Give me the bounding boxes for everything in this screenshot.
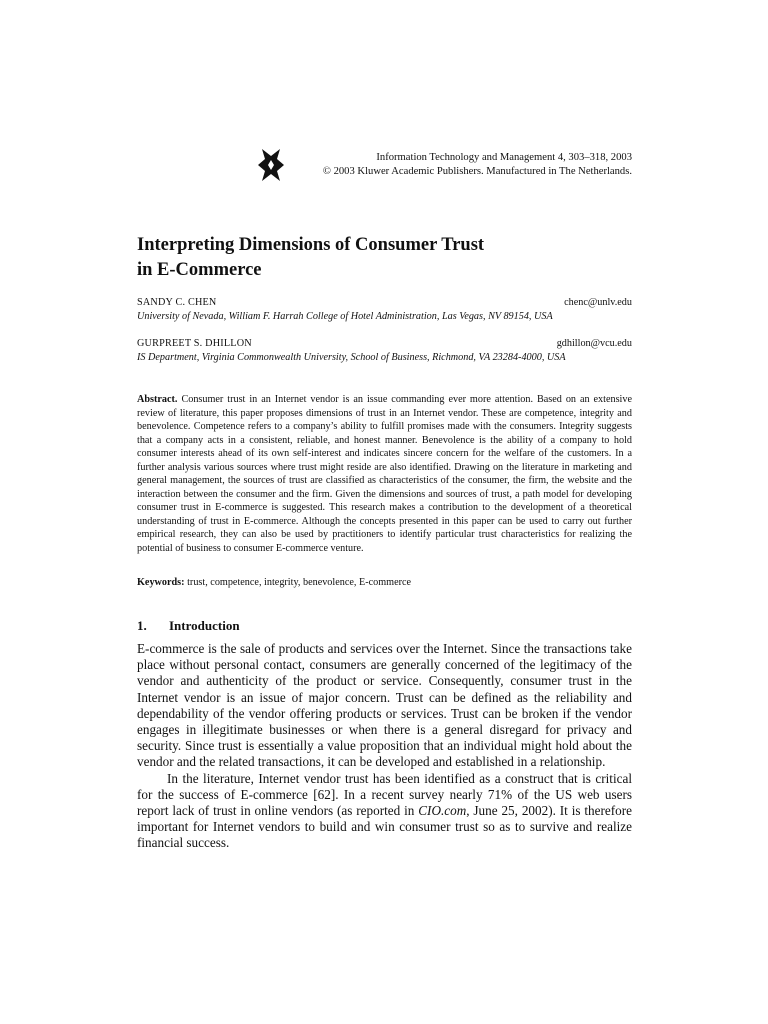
paper-title bbox=[137, 233, 557, 283]
author-email: chenc@unlv.edu bbox=[564, 297, 632, 308]
source-citation: CIO.com bbox=[418, 803, 467, 819]
keywords-label: Keywords: bbox=[137, 577, 185, 588]
journal-line-2: © 2003 Kluwer Academic Publishers. Manufactured in The Netherlands. bbox=[322, 165, 632, 177]
author-name: SANDY C. CHEN bbox=[137, 297, 217, 308]
abstract-text: Consumer trust in an Internet vendor is an issue commanding ever more attention. Based on an extensive review of literature, this paper proposes dimensions of trust in an Internet vendor. These are competence, integrity and benevolence. Competence refers to a company’s ability to fulfill promises made with the consumers. Integrity suggests that a company acts in a consistent, reliable, and honest manner. Benevolence is the ability of a company to hold consumer interests ahead of its own self-interest and indicates sincere concern for the welfare of the customers. In a further analysis various sources where trust might reside are also identified. Drawing on the literature in marketing and general management, the sources of trust are classified as characteristics of the consumer, the firm, the website and the interaction between the consumer and the firm. Given the dimensions and sources of trust, a path model for developing consumer trust in E-commerce is suggested. This research makes a contribution to the development of a theoretical understanding of trust in E-commerce. Although the concepts presented in this paper can be used to carry out further empirical research, they can also be used by practitioners to identify particular trust characteristics for realizing the potential of business to consumer E-commerce venture. bbox=[137, 394, 633, 554]
journal-citation bbox=[323, 151, 632, 178]
paragraph-text: , June 25, 2002). It is therefore important for Internet vendors to build and win consumer trust so as to survive and realize financial success. bbox=[137, 803, 632, 851]
keywords bbox=[137, 576, 632, 590]
author-affiliation: University of Nevada, William F. Harrah College of Hotel Administration, Las Vegas, NV 89154, USA bbox=[137, 311, 553, 322]
author-block-1 bbox=[137, 296, 632, 324]
body-paragraph: E-commerce is the sale of products and services over the Internet. Since the transactions take place without personal contact, consumers are generally concerned of the legitimacy of the vendor and authenticity of the product or service. Consequently, consumer trust in the Internet vendor is an issue of major concern. Trust can be defined as the reliability and dependability of the vendor offering products or services. Trust can be broken if the vendor engages in illegitimate businesses or when there is a general disregard for privacy and security. Since trust is essentially a value proposition that an individual might hold about the vendor and the related transactions, it can be developed and established in a relationship. bbox=[137, 641, 632, 770]
title-line-2: in E-Commerce bbox=[137, 260, 262, 280]
journal-line-1: Information Technology and Management 4, 303–318, 2003 bbox=[376, 152, 632, 163]
publisher-logo-icon bbox=[258, 148, 284, 182]
author-affiliation: IS Department, Virginia Commonwealth University, School of Business, Richmond, VA 23284-4000, USA bbox=[137, 352, 566, 363]
title-line-1: Interpreting Dimensions of Consumer Trust bbox=[137, 235, 485, 255]
section-body bbox=[137, 641, 632, 852]
abstract-label: Abstract. bbox=[137, 394, 178, 405]
author-name: GURPREET S. DHILLON bbox=[137, 338, 252, 349]
keywords-text: trust, competence, integrity, benevolence, E-commerce bbox=[187, 577, 412, 588]
author-block-2 bbox=[137, 337, 632, 365]
paragraph-text: In the literature, Internet vendor trust has been identified as a construct that is critical for the success of E-commerce [62]. In a recent survey nearly 71% of the US web users report lack of trust in online vendors (as reported in bbox=[137, 770, 632, 819]
author-email: gdhillon@vcu.edu bbox=[556, 338, 632, 349]
journal-masthead bbox=[258, 148, 632, 182]
section-title: Introduction bbox=[169, 618, 240, 633]
section-heading bbox=[137, 618, 240, 634]
body-paragraph bbox=[137, 771, 632, 852]
abstract bbox=[137, 393, 632, 555]
section-number: 1. bbox=[137, 618, 147, 633]
